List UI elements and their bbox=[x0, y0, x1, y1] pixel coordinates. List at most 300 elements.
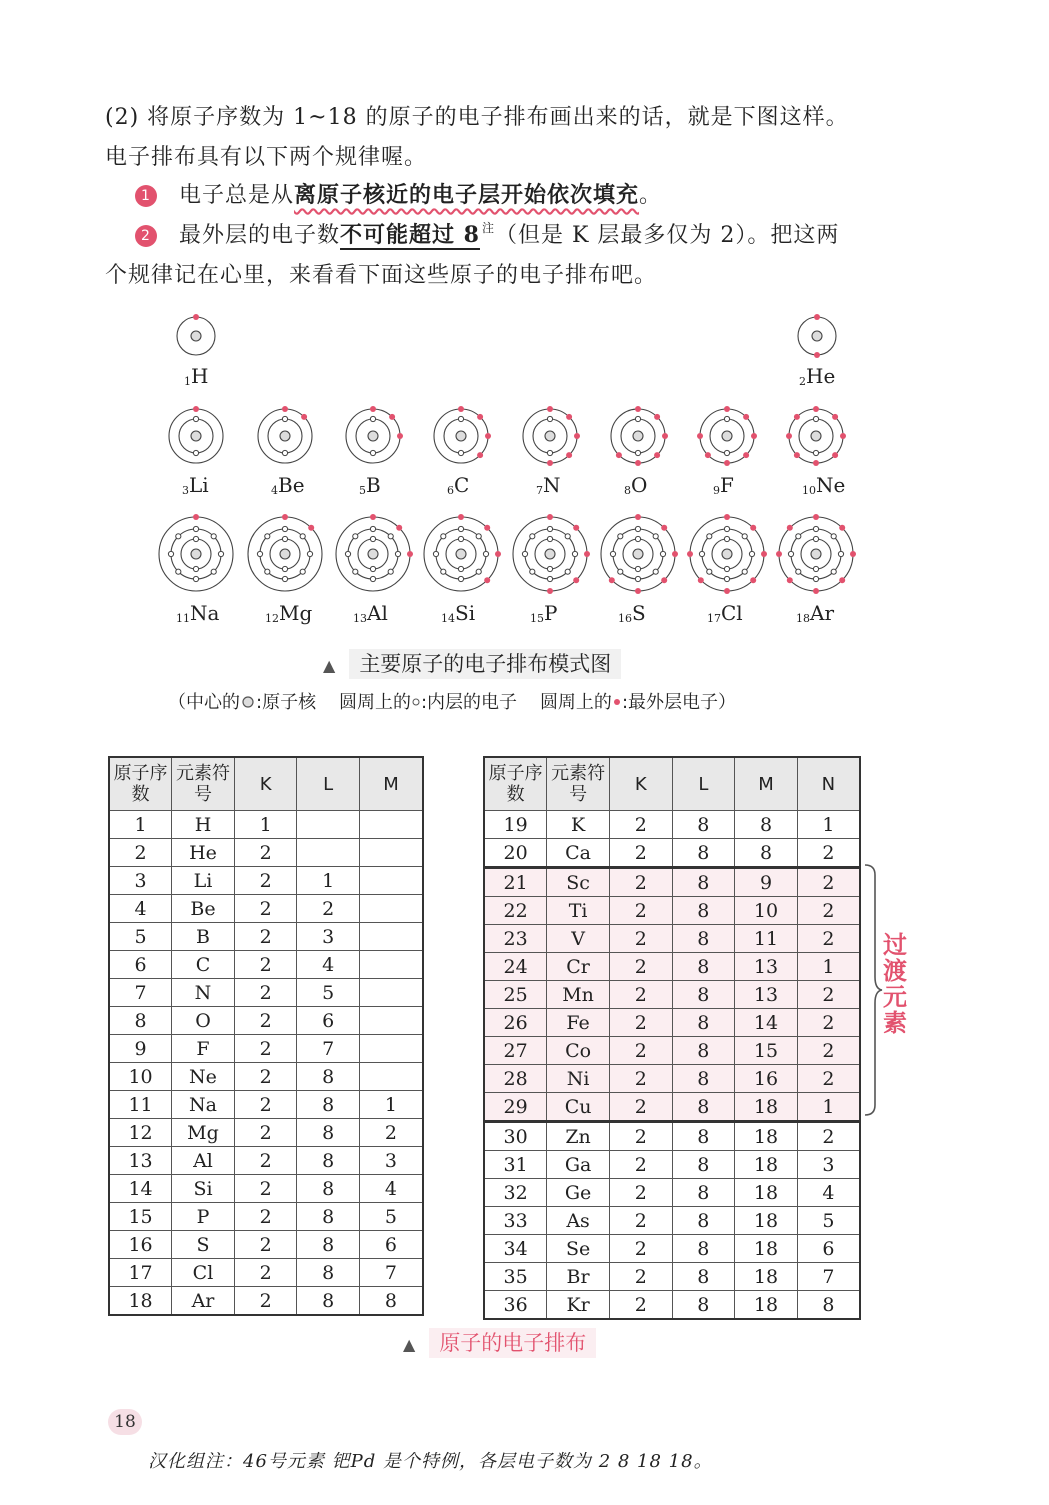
outer-electron bbox=[813, 514, 819, 520]
outer-electron-icon bbox=[612, 694, 622, 708]
inner-electron bbox=[370, 536, 375, 541]
table-cell bbox=[359, 1035, 423, 1063]
table-cell: 5 bbox=[297, 979, 360, 1007]
table-row bbox=[109, 1007, 423, 1035]
intro-line-2: 电子排布具有以下两个规律喔。 bbox=[105, 145, 428, 170]
nucleus-icon bbox=[191, 549, 201, 559]
atom-n bbox=[523, 406, 580, 466]
table-cell: 18 bbox=[735, 1093, 798, 1122]
header-atomic-number: 原子序数 bbox=[109, 757, 172, 811]
outer-electron bbox=[193, 406, 199, 412]
outer-electron bbox=[370, 514, 376, 520]
atom-label-si bbox=[441, 601, 475, 625]
header-l-shell: L bbox=[297, 757, 360, 811]
table-cell: 2 bbox=[609, 839, 672, 868]
table-row bbox=[109, 1091, 423, 1119]
outer-electron bbox=[458, 406, 464, 412]
table-cell: 8 bbox=[735, 839, 798, 868]
outer-electron bbox=[635, 588, 641, 594]
element-symbol: H bbox=[191, 364, 209, 388]
outer-electron bbox=[654, 414, 660, 420]
inner-electron-icon bbox=[411, 694, 421, 708]
table-row bbox=[484, 897, 860, 925]
table-cell: 3 bbox=[359, 1147, 423, 1175]
outer-electron bbox=[407, 551, 413, 557]
legend-inner: :内层的电子 bbox=[420, 692, 518, 713]
nucleus-icon bbox=[633, 431, 643, 441]
atomic-number: 14 bbox=[441, 612, 455, 625]
atom-label-n bbox=[536, 473, 561, 497]
inner-electron bbox=[547, 416, 552, 421]
table-cell: 2 bbox=[234, 1091, 297, 1119]
table-cell: 17 bbox=[109, 1259, 172, 1287]
table-cell: P bbox=[172, 1203, 235, 1231]
table-cell: Se bbox=[547, 1235, 610, 1263]
outer-electron bbox=[832, 452, 838, 458]
table-cell: 2 bbox=[609, 1179, 672, 1207]
triangle-icon: ▲ bbox=[403, 1335, 416, 1354]
element-symbol: P bbox=[544, 601, 558, 625]
table-cell: 7 bbox=[109, 979, 172, 1007]
table-cell: B bbox=[172, 923, 235, 951]
table-cell: O bbox=[172, 1007, 235, 1035]
table-cell: 8 bbox=[297, 1091, 360, 1119]
inner-electron bbox=[458, 576, 463, 581]
header-atomic-number: 原子序数 bbox=[484, 757, 547, 811]
nucleus-icon bbox=[722, 431, 732, 441]
inner-electron bbox=[395, 551, 400, 556]
inner-electron bbox=[193, 566, 198, 571]
inner-electron bbox=[345, 551, 350, 556]
outer-electron bbox=[814, 352, 820, 358]
outer-electron bbox=[813, 588, 819, 594]
inner-electron bbox=[388, 569, 393, 574]
table-cell: 2 bbox=[234, 1119, 297, 1147]
table-cell: 2 bbox=[234, 1259, 297, 1287]
table-cell: 2 bbox=[797, 1009, 860, 1037]
atom-ar bbox=[776, 514, 856, 594]
table-header-row bbox=[484, 757, 860, 811]
table-row bbox=[484, 1263, 860, 1291]
table-cell: 28 bbox=[484, 1065, 547, 1093]
atom-diagram bbox=[0, 0, 1049, 640]
table-cell: Ca bbox=[547, 839, 610, 868]
table-cell: 2 bbox=[234, 839, 297, 867]
element-symbol: Mg bbox=[279, 601, 313, 625]
intro-line-1: (2) 将原子序数为 1~18 的原子的电子排布画出来的话，就是下图这样。 bbox=[105, 105, 849, 130]
nucleus-icon bbox=[545, 549, 555, 559]
table-cell: Al bbox=[172, 1147, 235, 1175]
atomic-number: 13 bbox=[353, 612, 367, 625]
inner-electron bbox=[653, 534, 658, 539]
atomic-number: 9 bbox=[713, 484, 720, 497]
outer-electron bbox=[672, 551, 678, 557]
atom-label-h bbox=[184, 364, 208, 388]
table-cell: 2 bbox=[234, 951, 297, 979]
inner-electron bbox=[618, 569, 623, 574]
atomic-number: 4 bbox=[271, 484, 278, 497]
header-n-shell: N bbox=[797, 757, 860, 811]
inner-electron bbox=[618, 534, 623, 539]
table-cell bbox=[359, 979, 423, 1007]
table-cell: 8 bbox=[672, 897, 735, 925]
inner-electron bbox=[522, 551, 527, 556]
rule-text: 电子总是从 bbox=[179, 183, 295, 208]
table-cell: 9 bbox=[735, 868, 798, 897]
outer-electron bbox=[547, 588, 553, 594]
table-cell: Br bbox=[547, 1263, 610, 1291]
table-cell: 8 bbox=[672, 1037, 735, 1065]
inner-electron bbox=[458, 450, 463, 455]
table-cell: 18 bbox=[735, 1179, 798, 1207]
header-k-shell: K bbox=[609, 757, 672, 811]
atom-label-c bbox=[447, 473, 469, 497]
table-cell: 18 bbox=[735, 1122, 798, 1151]
atom-na bbox=[159, 514, 233, 591]
rule-text: 最外层的电子数 bbox=[179, 223, 341, 248]
diagram-caption bbox=[323, 648, 621, 678]
inner-electron bbox=[565, 534, 570, 539]
element-symbol: Ar bbox=[810, 601, 835, 625]
table-cell bbox=[297, 839, 360, 867]
inner-electron bbox=[458, 566, 463, 571]
table-cell: 18 bbox=[109, 1287, 172, 1316]
atomic-number: 8 bbox=[624, 484, 631, 497]
table-row bbox=[109, 979, 423, 1007]
outer-electron bbox=[635, 406, 641, 412]
transition-elements-label: 过渡元素 bbox=[883, 931, 907, 1037]
table-cell: 8 bbox=[672, 868, 735, 897]
table-cell: Cr bbox=[547, 953, 610, 981]
table-cell: 8 bbox=[297, 1175, 360, 1203]
table-cell: 10 bbox=[735, 897, 798, 925]
table-cell: 8 bbox=[672, 811, 735, 839]
table-cell: 2 bbox=[234, 867, 297, 895]
table-cell: 2 bbox=[797, 925, 860, 953]
atom-be bbox=[258, 406, 312, 463]
element-symbol: Na bbox=[190, 601, 220, 625]
element-symbol: F bbox=[720, 473, 734, 497]
inner-electron bbox=[635, 526, 640, 531]
table-cell: 2 bbox=[609, 1235, 672, 1263]
table-cell: 13 bbox=[109, 1147, 172, 1175]
table-cell: 8 bbox=[359, 1287, 423, 1316]
atom-label-b bbox=[359, 473, 381, 497]
table-cell: 8 bbox=[109, 1007, 172, 1035]
table-cell: He bbox=[172, 839, 235, 867]
atom-label-f bbox=[713, 473, 734, 497]
atomic-number: 10 bbox=[802, 484, 816, 497]
inner-electron bbox=[796, 534, 801, 539]
table-cell: 8 bbox=[672, 1122, 735, 1151]
table-cell: 2 bbox=[609, 925, 672, 953]
table-cell bbox=[359, 867, 423, 895]
table-cell: 2 bbox=[797, 1065, 860, 1093]
table-cell: 18 bbox=[735, 1263, 798, 1291]
table-cell: V bbox=[547, 925, 610, 953]
table-row bbox=[484, 811, 860, 839]
nucleus-icon bbox=[456, 431, 466, 441]
table-cell: 8 bbox=[672, 1065, 735, 1093]
inner-electron bbox=[458, 536, 463, 541]
table-cell: 14 bbox=[735, 1009, 798, 1037]
table-cell: 23 bbox=[484, 925, 547, 953]
inner-electron bbox=[572, 551, 577, 556]
table-cell bbox=[359, 1063, 423, 1091]
table-cell: 26 bbox=[484, 1009, 547, 1037]
table-cell: 7 bbox=[797, 1263, 860, 1291]
table-cell: S bbox=[172, 1231, 235, 1259]
table-cell: 3 bbox=[109, 867, 172, 895]
outer-electron bbox=[743, 414, 749, 420]
header-element-symbol: 元素符号 bbox=[172, 757, 235, 811]
outer-electron bbox=[282, 514, 288, 520]
table-row bbox=[109, 1175, 423, 1203]
rule-emphasis: 不可能超过 8 bbox=[340, 222, 480, 248]
table-cell: Kr bbox=[547, 1291, 610, 1320]
outer-electron bbox=[495, 551, 501, 557]
nucleus-icon bbox=[633, 549, 643, 559]
table-cell: 8 bbox=[672, 1151, 735, 1179]
inner-electron bbox=[193, 526, 198, 531]
table-cell: 2 bbox=[297, 895, 360, 923]
nucleus-icon bbox=[456, 549, 466, 559]
outer-electron bbox=[193, 314, 199, 320]
atomic-number: 1 bbox=[184, 375, 191, 388]
table-cell: 2 bbox=[797, 1122, 860, 1151]
atom-label-li bbox=[182, 473, 209, 497]
table-cell: 1 bbox=[797, 953, 860, 981]
table-cell: 2 bbox=[234, 1175, 297, 1203]
table-row bbox=[484, 1151, 860, 1179]
inner-electron bbox=[653, 569, 658, 574]
atom-s bbox=[601, 514, 678, 594]
table-cell: 8 bbox=[797, 1291, 860, 1320]
legend-inner-pre: 圆周上的 bbox=[338, 692, 411, 713]
table-cell: 5 bbox=[109, 923, 172, 951]
table-cell: K bbox=[547, 811, 610, 839]
outer-electron bbox=[458, 514, 464, 520]
table-row bbox=[109, 811, 423, 839]
element-symbol: Si bbox=[455, 601, 476, 625]
atom-label-ar bbox=[796, 601, 834, 625]
table-cell: Sc bbox=[547, 868, 610, 897]
table-cell: 33 bbox=[484, 1207, 547, 1235]
legend-open: （中心的 bbox=[168, 692, 240, 713]
table-row bbox=[109, 923, 423, 951]
table-cell: 18 bbox=[735, 1151, 798, 1179]
inner-electron bbox=[300, 569, 305, 574]
table-caption bbox=[403, 1327, 596, 1357]
nucleus-icon bbox=[811, 549, 821, 559]
inner-electron bbox=[370, 566, 375, 571]
table-cell: 15 bbox=[109, 1203, 172, 1231]
inner-electron bbox=[635, 566, 640, 571]
table-cell: 14 bbox=[109, 1175, 172, 1203]
outer-electron bbox=[566, 414, 572, 420]
inner-electron bbox=[441, 534, 446, 539]
table-cell: 7 bbox=[359, 1259, 423, 1287]
table-cell: 2 bbox=[609, 1065, 672, 1093]
table-cell: Mg bbox=[172, 1119, 235, 1147]
outer-electron bbox=[485, 433, 491, 439]
table-cell: 2 bbox=[797, 981, 860, 1009]
inner-electron bbox=[724, 450, 729, 455]
table-cell: 7 bbox=[297, 1035, 360, 1063]
outer-electron bbox=[794, 452, 800, 458]
legend-outer-pre: 圆周上的 bbox=[539, 692, 612, 713]
outer-electron bbox=[574, 433, 580, 439]
outer-electron bbox=[743, 452, 749, 458]
inner-electron bbox=[441, 569, 446, 574]
atom-p bbox=[513, 514, 590, 594]
inner-electron bbox=[282, 566, 287, 571]
inner-electron bbox=[483, 551, 488, 556]
atom-label-al bbox=[353, 601, 388, 625]
electron-table-left bbox=[108, 756, 424, 1316]
inner-electron bbox=[788, 551, 793, 556]
table-cell: 2 bbox=[234, 1231, 297, 1259]
table-row bbox=[109, 1063, 423, 1091]
table-cell: 13 bbox=[735, 981, 798, 1009]
inner-electron bbox=[433, 551, 438, 556]
inner-electron bbox=[476, 569, 481, 574]
table-cell: 6 bbox=[359, 1231, 423, 1259]
table-cell: 4 bbox=[359, 1175, 423, 1203]
table-cell: 1 bbox=[359, 1091, 423, 1119]
table-cell: 2 bbox=[234, 923, 297, 951]
table-cell: 2 bbox=[609, 981, 672, 1009]
table-row bbox=[484, 981, 860, 1009]
atomic-number: 15 bbox=[530, 612, 544, 625]
table-cell: Zn bbox=[547, 1122, 610, 1151]
table-row bbox=[484, 839, 860, 868]
table-cell: 22 bbox=[484, 897, 547, 925]
inner-electron bbox=[265, 534, 270, 539]
table-cell: F bbox=[172, 1035, 235, 1063]
outer-electron bbox=[814, 314, 820, 320]
atom-label-o bbox=[624, 473, 647, 497]
outer-electron bbox=[397, 433, 403, 439]
inner-electron bbox=[724, 576, 729, 581]
outer-electron bbox=[850, 551, 856, 557]
outer-electron bbox=[786, 433, 792, 439]
table-cell: 24 bbox=[484, 953, 547, 981]
table-cell: 2 bbox=[609, 1151, 672, 1179]
outer-electron bbox=[477, 452, 483, 458]
table-cell: As bbox=[547, 1207, 610, 1235]
outer-electron bbox=[698, 577, 704, 583]
table-cell: 9 bbox=[109, 1035, 172, 1063]
inner-electron bbox=[458, 416, 463, 421]
outer-electron bbox=[584, 551, 590, 557]
table-cell: 2 bbox=[797, 1037, 860, 1065]
table-row bbox=[109, 1259, 423, 1287]
inner-electron bbox=[353, 534, 358, 539]
table-cell: 8 bbox=[297, 1203, 360, 1231]
element-symbol: Li bbox=[189, 473, 209, 497]
table-row bbox=[484, 1122, 860, 1151]
nucleus-icon bbox=[812, 331, 822, 341]
element-symbol: S bbox=[632, 601, 646, 625]
diagram-legend bbox=[168, 688, 736, 714]
inner-electron bbox=[370, 416, 375, 421]
outer-electron bbox=[787, 525, 793, 531]
element-symbol: Cl bbox=[721, 601, 743, 625]
rule-number-badge: 2 bbox=[135, 225, 157, 247]
table-cell: 6 bbox=[297, 1007, 360, 1035]
table-cell: Li bbox=[172, 867, 235, 895]
table-cell bbox=[297, 811, 360, 839]
table-cell bbox=[359, 951, 423, 979]
inner-electron bbox=[353, 569, 358, 574]
table-cell: 6 bbox=[797, 1235, 860, 1263]
table-cell: 4 bbox=[109, 895, 172, 923]
table-cell: 18 bbox=[735, 1235, 798, 1263]
atom-si bbox=[424, 514, 501, 591]
outer-electron bbox=[813, 406, 819, 412]
table-cell: 34 bbox=[484, 1235, 547, 1263]
inner-electron bbox=[547, 526, 552, 531]
inner-electron bbox=[176, 534, 181, 539]
atom-label-be bbox=[271, 473, 305, 497]
table-cell: 8 bbox=[672, 1235, 735, 1263]
table-cell: 8 bbox=[672, 1207, 735, 1235]
nucleus-icon bbox=[722, 549, 732, 559]
table-cell: Cu bbox=[547, 1093, 610, 1122]
atom-mg bbox=[248, 514, 322, 591]
table-cell: 2 bbox=[234, 1203, 297, 1231]
table-cell: 6 bbox=[109, 951, 172, 979]
table-cell: 2 bbox=[609, 868, 672, 897]
table-cell: 2 bbox=[109, 839, 172, 867]
outer-electron bbox=[573, 577, 579, 583]
inner-electron bbox=[265, 569, 270, 574]
atom-h bbox=[177, 314, 215, 355]
table-cell: 2 bbox=[609, 811, 672, 839]
table-cell: 36 bbox=[484, 1291, 547, 1320]
table-cell: 2 bbox=[234, 895, 297, 923]
table-cell: Mn bbox=[547, 981, 610, 1009]
outer-electron bbox=[661, 525, 667, 531]
inner-electron bbox=[282, 526, 287, 531]
atom-f bbox=[697, 406, 757, 466]
outer-electron bbox=[813, 460, 819, 466]
rule-number-badge: 1 bbox=[135, 185, 157, 207]
table-cell: 19 bbox=[484, 811, 547, 839]
inner-electron bbox=[211, 534, 216, 539]
outer-electron bbox=[761, 551, 767, 557]
table-cell: 4 bbox=[297, 951, 360, 979]
inner-electron bbox=[193, 450, 198, 455]
inner-electron bbox=[530, 569, 535, 574]
inner-electron bbox=[193, 536, 198, 541]
table-cell: 8 bbox=[297, 1119, 360, 1147]
table-cell: Ar bbox=[172, 1287, 235, 1316]
atom-li bbox=[169, 406, 223, 463]
table-cell: 2 bbox=[609, 1037, 672, 1065]
table-cell: 5 bbox=[797, 1207, 860, 1235]
table-cell: Ga bbox=[547, 1151, 610, 1179]
inner-electron bbox=[813, 450, 818, 455]
table-cell: 16 bbox=[109, 1231, 172, 1259]
nucleus-icon bbox=[191, 431, 201, 441]
table-cell: N bbox=[172, 979, 235, 1007]
atom-label-mg bbox=[265, 601, 312, 625]
inner-electron bbox=[530, 534, 535, 539]
inner-electron bbox=[176, 569, 181, 574]
outer-electron bbox=[839, 577, 845, 583]
